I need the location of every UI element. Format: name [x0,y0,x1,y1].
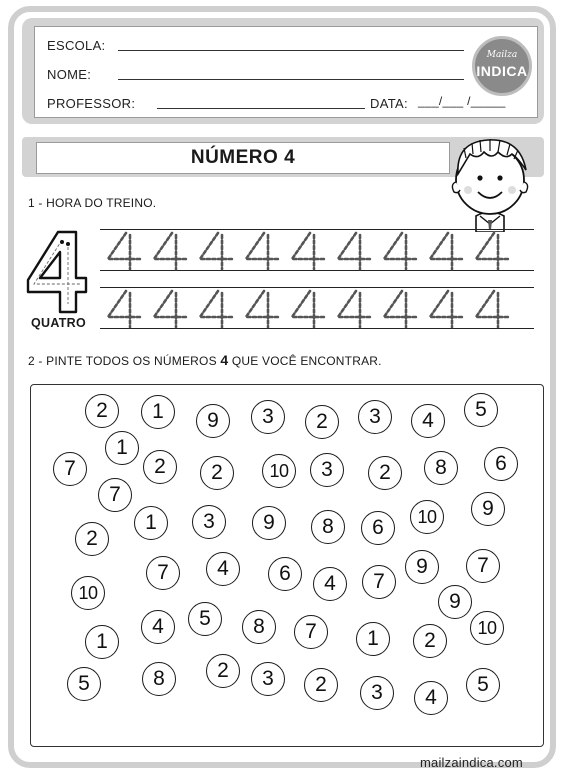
trace-four-5[interactable] [288,231,328,271]
number-circle-48[interactable]: 2 [304,668,338,702]
exercise-1-label: 1 - HORA DO TREINO. [28,196,157,210]
number-circle-50[interactable]: 4 [414,681,448,715]
number-circle-11[interactable]: 2 [143,450,177,484]
number-circle-25[interactable]: 9 [471,492,505,526]
number-circle-36[interactable]: 5 [188,602,222,636]
trace-four-1[interactable] [104,231,144,271]
number-circle-14[interactable]: 3 [310,453,344,487]
trace-four-10[interactable] [104,289,144,329]
teacher-label: PROFESSOR: [47,96,136,111]
number-circle-38[interactable]: 8 [242,610,276,644]
exercise-2-label [28,352,382,368]
exercise-2-text-end: QUE VOCÊ ENCONTRAR. [228,354,382,368]
number-circle-40[interactable]: 1 [356,622,390,656]
trace-four-3[interactable] [196,231,236,271]
page-title: NÚMERO 4 [36,142,450,174]
logo-bottom-text: INDICA [476,63,528,79]
teacher-field[interactable] [157,108,365,109]
name-field[interactable] [118,79,464,80]
date-field[interactable]: ___/___ /_____ [418,94,506,108]
number-circle-47[interactable]: 3 [251,662,285,696]
trace-four-4[interactable] [242,231,282,271]
number-circle-1[interactable]: 2 [85,394,119,428]
number-circle-31[interactable]: 7 [362,565,396,599]
number-circle-10[interactable]: 7 [53,452,87,486]
number-circle-27[interactable]: 7 [146,556,180,590]
footer-url[interactable]: mailzaindica.com [420,755,523,770]
trace-four-13[interactable] [242,289,282,329]
number-circle-17[interactable]: 6 [484,447,518,481]
writing-line [100,287,534,288]
number-circle-6[interactable]: 3 [358,400,392,434]
trace-four-16[interactable] [380,289,420,329]
number-circle-42[interactable]: 10 [470,611,504,645]
trace-four-9[interactable] [472,231,512,271]
number-circle-51[interactable]: 5 [466,668,500,702]
number-circle-19[interactable]: 1 [134,506,168,540]
number-circle-4[interactable]: 3 [251,400,285,434]
writing-line [100,229,534,230]
brand-logo [472,36,532,96]
number-circle-33[interactable]: 7 [466,549,500,583]
number-circle-35[interactable]: 9 [438,585,472,619]
number-circle-45[interactable]: 8 [142,662,176,696]
school-field[interactable] [118,50,464,51]
number-circle-46[interactable]: 2 [206,654,240,688]
number-circle-41[interactable]: 2 [413,624,447,658]
number-circle-29[interactable]: 6 [268,557,302,591]
trace-four-6[interactable] [334,231,374,271]
number-circle-44[interactable]: 5 [67,667,101,701]
number-circle-26[interactable]: 2 [75,522,109,556]
number-circle-37[interactable]: 4 [141,610,175,644]
number-circle-7[interactable]: 4 [411,404,445,438]
trace-four-2[interactable] [150,231,190,271]
number-circle-34[interactable]: 10 [71,576,105,610]
number-circle-43[interactable]: 1 [85,625,119,659]
number-circle-8[interactable]: 5 [464,393,498,427]
number-circle-13[interactable]: 10 [262,454,296,488]
number-circle-32[interactable]: 9 [405,550,439,584]
name-label: NOME: [47,67,92,82]
trace-four-17[interactable] [426,289,466,329]
number-circle-20[interactable]: 3 [192,505,226,539]
number-circle-39[interactable]: 7 [294,615,328,649]
number-circle-23[interactable]: 6 [361,511,395,545]
number-circle-28[interactable]: 4 [206,552,240,586]
exercise-2-text-start: 2 - PINTE TODOS OS NÚMEROS [28,354,221,368]
logo-top-text: Mailza [486,50,518,60]
trace-four-12[interactable] [196,289,236,329]
school-label: ESCOLA: [47,38,106,53]
number-circle-16[interactable]: 8 [424,451,458,485]
number-circle-30[interactable]: 4 [313,567,347,601]
boy-illustration [440,128,540,232]
four-word: QUATRO [31,316,87,330]
number-circle-49[interactable]: 3 [360,676,394,710]
number-circle-15[interactable]: 2 [368,456,402,490]
number-circle-12[interactable]: 2 [200,456,234,490]
number-circle-24[interactable]: 10 [410,500,444,534]
number-circle-3[interactable]: 9 [196,404,230,438]
date-label: DATA: [370,96,408,111]
exercise-2-number: 4 [220,352,229,368]
big-four-guide [22,228,92,318]
trace-four-8[interactable] [426,231,466,271]
trace-four-7[interactable] [380,231,420,271]
number-circle-18[interactable]: 7 [98,478,132,512]
trace-four-15[interactable] [334,289,374,329]
number-circle-21[interactable]: 9 [252,506,286,540]
trace-four-14[interactable] [288,289,328,329]
number-circle-5[interactable]: 2 [305,405,339,439]
trace-four-11[interactable] [150,289,190,329]
number-circle-9[interactable]: 1 [105,431,139,465]
trace-four-18[interactable] [472,289,512,329]
number-circle-2[interactable]: 1 [141,395,175,429]
number-circle-22[interactable]: 8 [311,510,345,544]
